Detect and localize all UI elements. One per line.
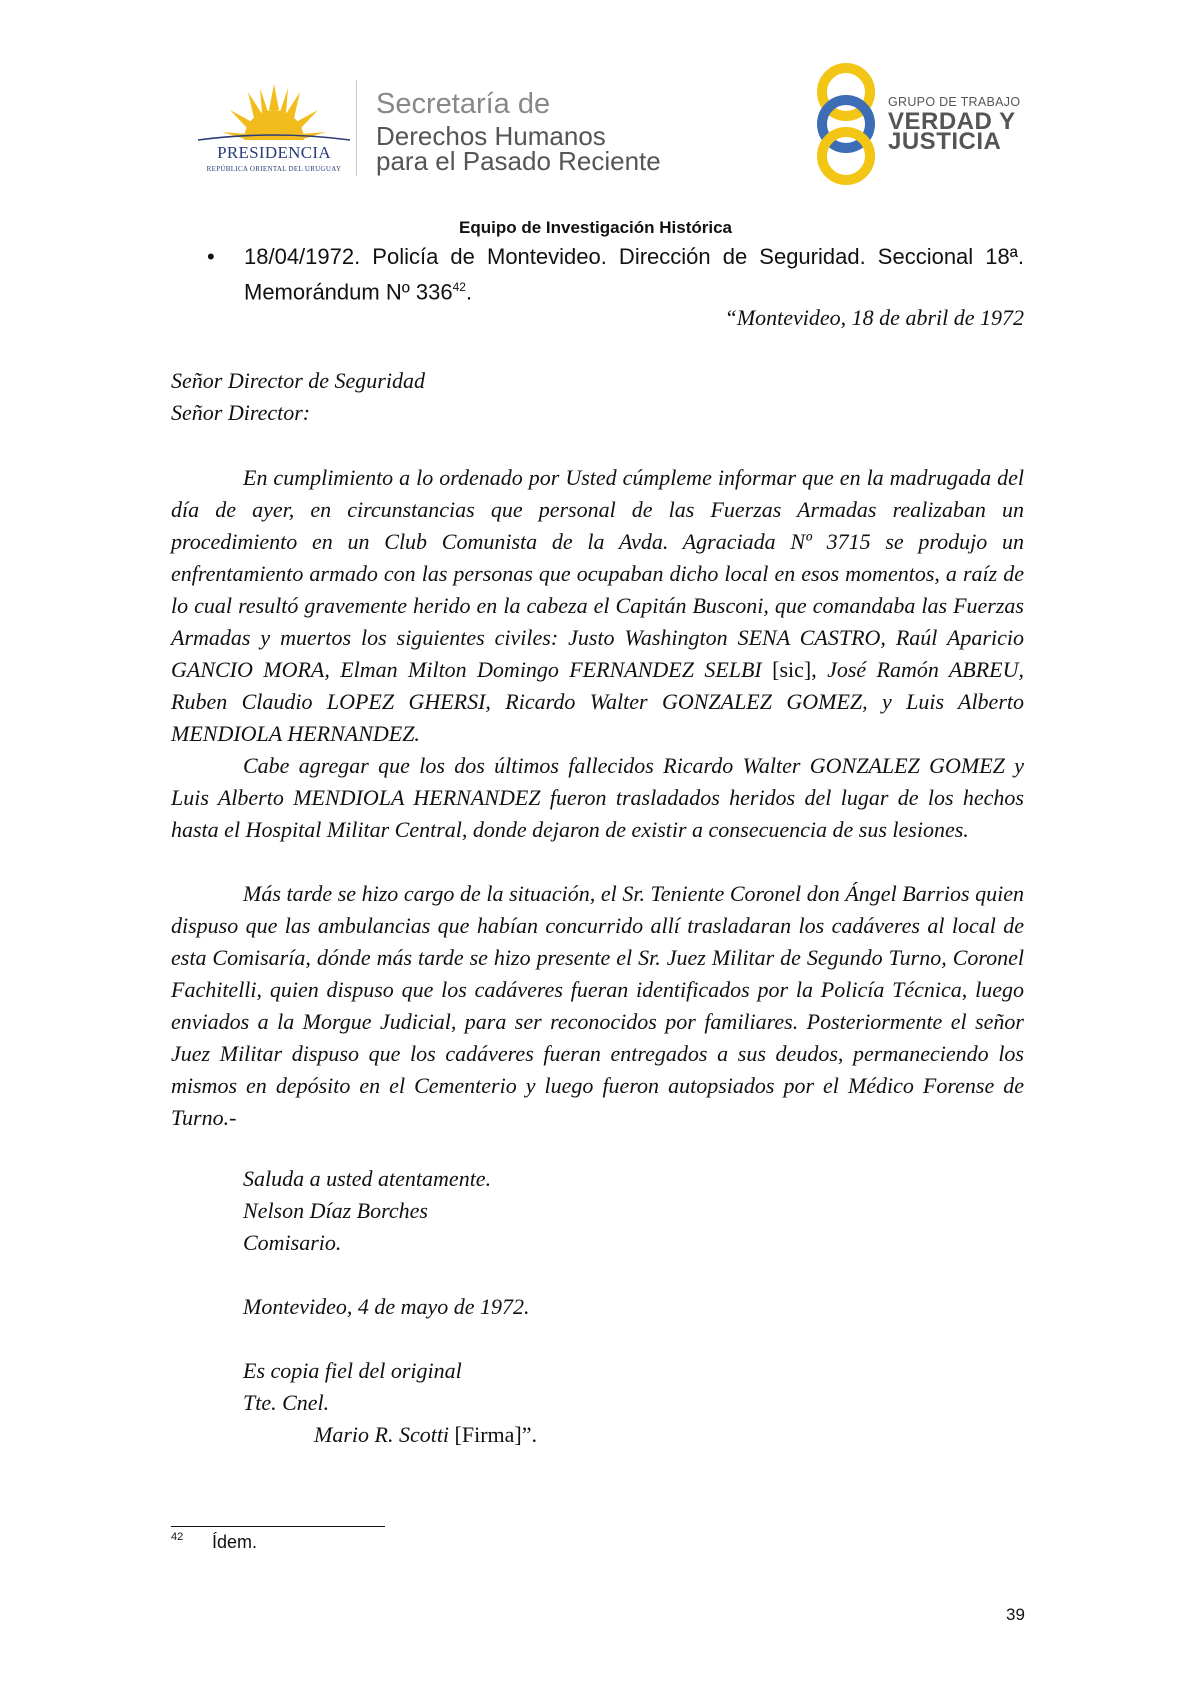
copy-rank: Tte. Cnel. <box>243 1390 330 1415</box>
signature-name: Mario R. Scotti <box>314 1422 450 1447</box>
verdad-justicia-rings-logo <box>812 62 880 186</box>
gtvj-label-line-2: VERDAD Y <box>888 108 1016 135</box>
salutation-line-1: Señor Director de Seguridad <box>171 368 425 393</box>
closing-date: Montevideo, 4 de mayo de 1972. <box>243 1294 530 1319</box>
gtvj-label-line-1: GRUPO DE TRABAJO <box>888 95 1021 109</box>
paragraph-1-text-a: En cumplimiento a lo ordenado por Usted cúmpleme informar que en la madrugada del día de ayer, en circunstancias que personal de las Fuerzas Armadas realizaban un procedimiento en un Club Comunista de la Avda. Agraciada Nº 3715 se produjo un enfrentamiento armado con las personas que ocupaban dicho local en esos momentos, a raíz de lo cual resultó gravemente herido en la cabeza el Capitán Busconi, que comandaba las Fuerzas Armadas y muertos los siguientes civiles: Justo Washington SENA CASTRO, Raúl Aparicio GANCIO MORA, Elman Milton Domingo FERNANDEZ SELBI <box>171 465 1024 682</box>
sic-mark: [sic], <box>761 657 828 682</box>
secretaria-line-2: Derechos Humanos <box>376 121 606 151</box>
republica-label: REPÚBLICA ORIENTAL DEL URUGUAY <box>206 165 342 173</box>
header-divider <box>356 80 357 176</box>
paragraph-1-text-b: José Ramón ABREU, Ruben Claudio LOPEZ GHERSI, Ricardo Walter GONZALEZ GOMEZ, y Luis Alberto MENDIOLA HERNANDEZ. <box>171 657 1024 746</box>
signature-line <box>314 1422 537 1448</box>
bullet-trail: . <box>465 279 473 305</box>
footnote-rule <box>171 1526 385 1527</box>
salutation-line-2: Señor Director: <box>171 400 311 425</box>
presidencia-label: PRESIDENCIA <box>217 143 331 162</box>
bullet-item <box>244 241 1024 307</box>
bullet-text: 18/04/1972. Policía de Montevideo. Dirección de Seguridad. Seccional 18ª. Memorándum Nº 336 <box>244 244 1024 305</box>
letter-date: “Montevideo, 18 de abril de 1972 <box>724 305 1024 330</box>
gtvj-label-line-3: JUSTICIA <box>888 128 1002 155</box>
letter-paragraph-3: Más tarde se hizo cargo de la situación, el Sr. Teniente Coronel don Ángel Barrios quien dispuso que las ambulancias que habían concurrido allí trasladaran los cadáveres al local de esta Comisaría, dónde más tarde se hizo presente el Sr. Juez Militar de Segundo Turno, Coronel Fachitelli, quien dispuso que los cadáveres fueran identificados por la Policía Técnica, luego enviados a la Morgue Judicial, para ser reconocidos por familiares. Posteriormente el señor Juez Militar dispuso que los cadáveres fueran entregados a sus deudos, permaneciendo los mismos en depósito en el Cementerio y luego fueron autopsiados por el Médico Forense de Turno.- <box>171 881 1024 1130</box>
closing-signer: Nelson Díaz Borches <box>243 1198 428 1223</box>
page-number: 39 <box>1006 1605 1025 1624</box>
closing-role: Comisario. <box>243 1230 342 1255</box>
secretaria-line-3: para el Pasado Reciente <box>376 146 661 176</box>
secretaria-line-1: Secretaría de <box>376 88 551 120</box>
bullet-marker: • <box>207 244 215 269</box>
closing-greeting: Saluda a usted atentamente. <box>243 1166 492 1191</box>
footnote-text: Ídem. <box>212 1532 258 1552</box>
letter-paragraph-1 <box>171 462 1024 750</box>
footnote-ref[interactable]: 42 <box>452 280 466 294</box>
footnote-number: 42 <box>171 1531 184 1543</box>
letter-paragraph-2: Cabe agregar que los dos últimos fallecidos Ricardo Walter GONZALEZ GOMEZ y Luis Alberto MENDIOLA HERNANDEZ fueron trasladados heridos del lugar de los hechos hasta el Hospital Militar Central, donde dejaron de existir a consecuencia de sus lesiones. <box>171 753 1024 842</box>
signature-mark: [Firma]”. <box>449 1422 538 1447</box>
team-title: Equipo de Investigación Histórica <box>459 218 732 237</box>
copy-note: Es copia fiel del original <box>243 1358 462 1383</box>
